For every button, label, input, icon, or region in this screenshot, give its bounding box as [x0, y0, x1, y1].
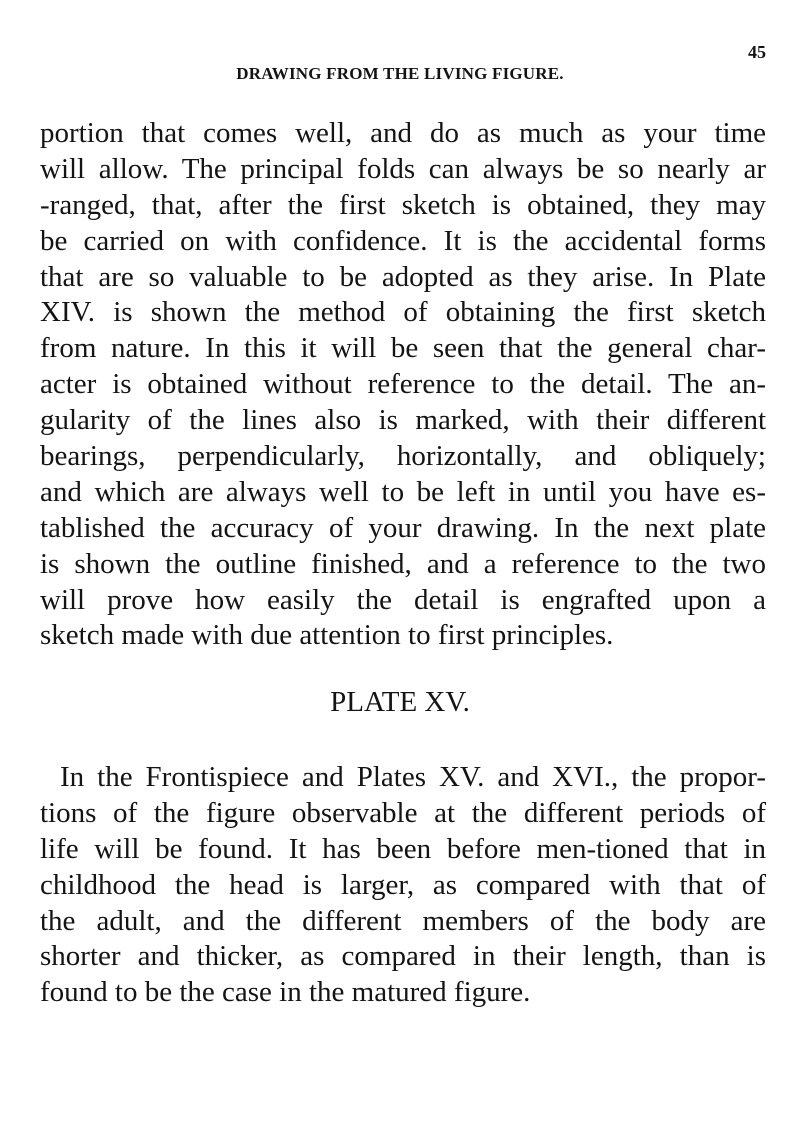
text-line: is shown the outline finished, and a reference to the two: [40, 547, 766, 580]
text-line: life will be found. It has been before men-tioned that in: [40, 832, 766, 865]
text-line: will allow. The principal folds can always be so nearly ar: [40, 152, 766, 185]
text-line: -ranged, that, after the first sketch is obtained, they may: [40, 188, 766, 221]
body-paragraph-2: [40, 760, 766, 1011]
page-number: 45: [748, 42, 766, 62]
text-line: and which are always well to be left in until you have es-: [40, 475, 766, 508]
text-line: In the Frontispiece and Plates XV. and XVI., the propor-: [60, 761, 766, 793]
text-line: sketch made with due attention to first principles.: [40, 619, 614, 652]
text-line: found to be the case in the matured figure.: [40, 976, 531, 1009]
text-line: gularity of the lines also is marked, with their different: [40, 404, 766, 437]
text-line: tions of the figure observable at the different periods of: [40, 796, 766, 829]
text-line: acter is obtained without reference to the detail. The an-: [40, 368, 766, 401]
text-line: XIV. is shown the method of obtaining the first sketch: [40, 296, 766, 329]
text-line: that are so valuable to be adopted as they arise. In Plate: [40, 260, 766, 293]
text-line: from nature. In this it will be seen that the general char-: [40, 332, 766, 365]
text-line: tablished the accuracy of your drawing. In the next plate: [40, 511, 766, 544]
text-line: portion that comes well, and do as much as your time: [40, 117, 766, 149]
text-line: the adult, and the different members of the body are: [40, 904, 766, 937]
running-header: DRAWING FROM THE LIVING FIGURE.: [236, 64, 564, 83]
plate-heading: PLATE XV.: [330, 686, 470, 718]
text-line: shorter and thicker, as compared in their length, than is: [40, 940, 766, 973]
body-paragraph-1: [40, 116, 766, 654]
text-line: bearings, perpendicularly, horizontally, and obliquely;: [40, 440, 766, 473]
text-line: be carried on with confidence. It is the accidental forms: [40, 224, 766, 257]
text-line: childhood the head is larger, as compared with that of: [40, 868, 766, 901]
text-line: will prove how easily the detail is engrafted upon a: [40, 583, 766, 616]
